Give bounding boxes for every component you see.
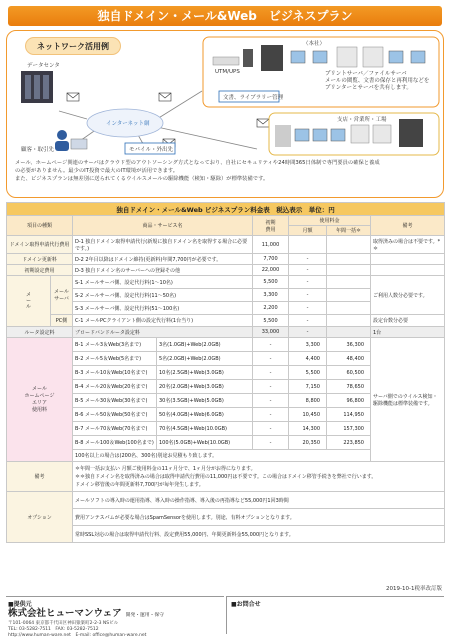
table-title: 独自ドメイン・メール&Web ビジネスプラン料金表 税込表示 単位：円 xyxy=(7,203,445,216)
row-yearly: 36,300 xyxy=(327,338,371,352)
pc-icon xyxy=(295,129,309,141)
pc-icon xyxy=(331,129,345,141)
row-initial: - xyxy=(253,380,289,394)
row-monthly: 7,150 xyxy=(289,380,327,394)
option-line: 常時SSL対応の場合は取得申請代行料、設定費用55,000円、年間更新料金55,000円となります。 xyxy=(73,526,445,543)
utm-label: UTM/UPS xyxy=(215,69,240,75)
company-tel: TEL: 03-5282-7511 FAX: 03-5282-7512 xyxy=(8,627,99,632)
row-monthly: 20,350 xyxy=(289,436,327,450)
price-table xyxy=(6,202,445,543)
row-category: ルータ設定料 xyxy=(7,327,73,338)
server-tower xyxy=(243,49,253,67)
row-yearly xyxy=(327,254,371,265)
header-usage: 使用料金 xyxy=(289,216,371,226)
header-category: 項目の種類 xyxy=(7,216,73,236)
row-note xyxy=(371,265,445,276)
row-initial: - xyxy=(253,422,289,436)
row-yearly xyxy=(327,236,371,254)
pc-subcategory: PC側 xyxy=(51,315,73,327)
printer-icon xyxy=(373,125,391,143)
row-yearly: 78,650 xyxy=(327,380,371,394)
network-notes xyxy=(15,159,439,183)
row-yearly: 157,300 xyxy=(327,422,371,436)
network-diagram xyxy=(6,30,444,198)
row-monthly: 10,450 xyxy=(289,408,327,422)
mail-category: メ ー ル xyxy=(7,276,51,327)
copier-icon xyxy=(261,45,283,71)
table-row xyxy=(7,265,445,276)
network-heading: ネットワーク活用例 xyxy=(25,37,121,55)
row-yearly xyxy=(327,276,371,289)
row-monthly: - xyxy=(289,289,327,302)
row-monthly: 14,300 xyxy=(289,422,327,436)
company-name-text: 株式会社ヒューマンウェア xyxy=(8,608,122,619)
honsha-label: （本社） xyxy=(303,41,326,47)
server-tower xyxy=(275,125,291,147)
copier-icon xyxy=(399,119,423,147)
table-row xyxy=(7,315,445,327)
row-category: ドメイン更新料 xyxy=(7,254,73,265)
server-rack xyxy=(25,75,31,99)
header-remarks: 備考 xyxy=(371,216,445,236)
web-category: メール ホームページ エリア 使用料 xyxy=(7,338,73,462)
server-rack xyxy=(34,75,40,99)
row-initial: 7,700 xyxy=(253,254,289,265)
printer-label: プリントサーバ／ファイルサーバ メールの閲覧、文書の保存と再利用などを プリンターとサーバを共有します。 xyxy=(325,71,430,91)
row-monthly xyxy=(289,236,327,254)
row-name: B-7 メール70＆Web(70名まで) xyxy=(73,422,157,436)
row-name: S-3 メールサーバ側、設定代行料(51〜100名) xyxy=(73,302,253,315)
table-row xyxy=(7,462,445,492)
bikou-line: ドメイン移管後の年間更新料7,700円が毎年発生します。 xyxy=(75,481,204,488)
datacenter-label: データセンタ xyxy=(27,63,60,69)
web-note: サーバ側でのウイルス検知・駆除機能は標準装備です。 xyxy=(371,338,445,462)
row-name: S-1 メールサーバ側、設定代行料(1〜10名) xyxy=(73,276,253,289)
mail-subcategory: メール サーバ xyxy=(51,276,73,315)
company-web[interactable]: http://www.human-ware.net E-mail: office@human-ware.net xyxy=(8,633,147,637)
row-name: S-2 メールサーバ側、設定代行料(11〜50名) xyxy=(73,289,253,302)
note-line: また、ビジネスプランは無差別に送られてくるウイルスメールの駆除機能（検知・駆除）が標準装備です。 xyxy=(15,176,269,182)
customer-body xyxy=(55,141,69,151)
row-initial: 11,000 xyxy=(253,236,289,254)
table-row xyxy=(7,509,445,526)
row-monthly: - xyxy=(289,327,327,338)
row-name: B-3 メール10＆Web(10名まで) xyxy=(73,366,157,380)
row-monthly: - xyxy=(289,254,327,265)
pc-icon xyxy=(389,51,403,63)
row-category: ドメイン取得申請代行費用 xyxy=(7,236,73,254)
table-row xyxy=(7,492,445,509)
company-name xyxy=(8,608,224,621)
row-spec: 50名(4.0GB)+Web(6.0GB) xyxy=(157,408,253,422)
row-yearly xyxy=(327,327,371,338)
note-line: の必要がありません。最少のIT投資で最大のIT環境が活用できます。 xyxy=(15,168,179,174)
row-monthly: - xyxy=(289,276,327,289)
pc-icon xyxy=(411,51,425,63)
row-monthly: - xyxy=(289,302,327,315)
row-yearly: 114,950 xyxy=(327,408,371,422)
note-line: メール、ホームページ関連のサーバはクラウド型のアウトソーシング方式となっており、自社にセキュリティや24時間365日体制で専門要員の確保と養成 xyxy=(15,160,380,166)
pc-icon xyxy=(313,129,327,141)
row-initial: - xyxy=(253,394,289,408)
row-spec: 100名(5.0GB)+Web(10.0GB) xyxy=(157,436,253,450)
table-row xyxy=(7,327,445,338)
link-datacenter xyxy=(59,111,87,119)
row-name: D-2 2年目以降はドメイン維持(更新料)年間7,700円が必要です。 xyxy=(73,254,253,265)
bikou-line: ＊＊独自ドメイン名を取得済みの場合は取得申請代行費用の11,000円は不要です。この場合はドメイン移管手続きを弊社で行います。 xyxy=(75,473,377,480)
pc-icon xyxy=(291,51,305,63)
page-title: 独自ドメイン・メール&Web ビジネスプラン xyxy=(8,6,442,26)
row-yearly: 60,500 xyxy=(327,366,371,380)
customer-label: 顧客・取引先 xyxy=(21,147,55,153)
printer-icon xyxy=(337,47,357,67)
printer-icon xyxy=(351,125,369,143)
company-address: 〒101-0064 東京都千代田区神田猿楽町2-2-3 NSビル xyxy=(8,621,119,626)
table-row xyxy=(7,236,445,254)
row-name: B-6 メール50＆Web(50名まで) xyxy=(73,408,157,422)
pc-icon xyxy=(313,51,327,63)
row-initial: 5,500 xyxy=(253,315,289,327)
provider-tag: ■提供元 xyxy=(8,601,32,608)
header-yearly: 年間一括＊ xyxy=(327,226,371,236)
row-note xyxy=(371,254,445,265)
option-line: 費用アンテスパムが必要な場合はSpamSensorを使用します。別途、有料オプションとなります。 xyxy=(73,509,445,526)
bikou-text xyxy=(73,462,445,492)
laptop-icon xyxy=(71,139,87,149)
row-name: D-1 独自ドメイン取得申請代行(新規に独自ドメイン名を取得する場合に必要です。) xyxy=(73,236,253,254)
row-yearly xyxy=(327,315,371,327)
row-yearly xyxy=(327,265,371,276)
row-name: B-8 メール100＆Web(100名まで) xyxy=(73,436,157,450)
table-row xyxy=(7,254,445,265)
option-line: メールソフトの導入時の運用指導、導入時の操作指導、導入後の再指導など55,000円1回3時間 xyxy=(73,492,445,509)
row-yearly xyxy=(327,302,371,315)
row-monthly: 3,300 xyxy=(289,338,327,352)
row-initial: - xyxy=(253,366,289,380)
docs-label: 文書、ライブラリー管理 xyxy=(223,95,284,101)
row-initial: - xyxy=(253,352,289,366)
contact-block xyxy=(226,596,444,634)
row-spec: 10名(2.5GB)+Web(3.0GB) xyxy=(157,366,253,380)
contact-tag: ■お問合せ xyxy=(231,601,261,608)
mail-note: ご利用人数分必要です。 xyxy=(371,276,445,315)
row-yearly: 48,400 xyxy=(327,352,371,366)
bikou-category: 備考 xyxy=(7,462,73,492)
customer-icon xyxy=(57,130,67,140)
row-name: ブロードバンドルータ設定料 xyxy=(73,327,253,338)
option-category: オプション xyxy=(7,492,73,543)
row-name: B-1 メール3＆Web(3名まで) xyxy=(73,338,157,352)
provider-block xyxy=(6,596,224,637)
server-rack xyxy=(43,75,49,99)
row-monthly: 8,800 xyxy=(289,394,327,408)
row-initial: - xyxy=(253,338,289,352)
utm-device xyxy=(213,57,239,65)
row-monthly: 4,400 xyxy=(289,352,327,366)
row-spec: 3名(1.0GB)+Web(2.0GB) xyxy=(157,338,253,352)
company-sub: 開発・運用・保守 xyxy=(125,613,165,618)
row-spec: 30名(3.5GB)+Web(5.0GB) xyxy=(157,394,253,408)
branch-label: 支店・営業所・工場 xyxy=(337,117,387,123)
row-initial: 2,200 xyxy=(253,302,289,315)
row-initial: - xyxy=(253,436,289,450)
header-product: 商品・サービス名 xyxy=(73,216,253,236)
row-monthly: - xyxy=(289,315,327,327)
row-name: B-2 メール5＆Web(5名まで) xyxy=(73,352,157,366)
mobile-label: モバイル・外出先 xyxy=(129,147,174,153)
row-spec: 5名(2.0GB)+Web(2.0GB) xyxy=(157,352,253,366)
row-initial: 33,000 xyxy=(253,327,289,338)
row-yearly xyxy=(327,289,371,302)
row-monthly: 5,500 xyxy=(289,366,327,380)
row-spec: 20名(2.0GB)+Web(3.0GB) xyxy=(157,380,253,394)
row-monthly: - xyxy=(289,265,327,276)
bikou-line: ＊年間一括お支払い 月額ご使用料金の11ヶ月分で、1ヶ月分がお得になります。 xyxy=(75,465,256,472)
revision-date: 2019-10-1税率改訂版 xyxy=(386,586,442,592)
table-row xyxy=(7,526,445,543)
row-initial: - xyxy=(253,408,289,422)
row-note: 取得済みの場合は不要です。*＊ xyxy=(371,236,445,254)
row-category: 初期設定費用 xyxy=(7,265,73,276)
row-name: C-1 メールPCクライアント側の設定代行料(1台当り) xyxy=(73,315,253,327)
row-name: D-3 独自ドメイン名のサーバーへの登録その他 xyxy=(73,265,253,276)
row-name: B-4 メール20＆Web(20名まで) xyxy=(73,380,157,394)
row-initial: 3,300 xyxy=(253,289,289,302)
row-initial: 22,000 xyxy=(253,265,289,276)
pc-note: 設定台数分必要 xyxy=(371,315,445,327)
row-spec: 70名(4.5GB)+Web(10.0GB) xyxy=(157,422,253,436)
row-yearly: 96,800 xyxy=(327,394,371,408)
internet-label: インターネット網 xyxy=(106,121,150,127)
header-initial: 初期 費用 xyxy=(253,216,289,236)
row-initial: 5,500 xyxy=(253,276,289,289)
header-monthly: 月額 xyxy=(289,226,327,236)
printer-icon xyxy=(363,47,383,67)
row-note: 1台 xyxy=(371,327,445,338)
table-row xyxy=(7,276,445,289)
row-name: B-5 メール30＆Web(30名まで) xyxy=(73,394,157,408)
table-row xyxy=(7,338,445,352)
web-extra: 100名以上の場合は(200名、300名)別途お見積もり致します。 xyxy=(73,450,371,462)
row-yearly: 223,850 xyxy=(327,436,371,450)
